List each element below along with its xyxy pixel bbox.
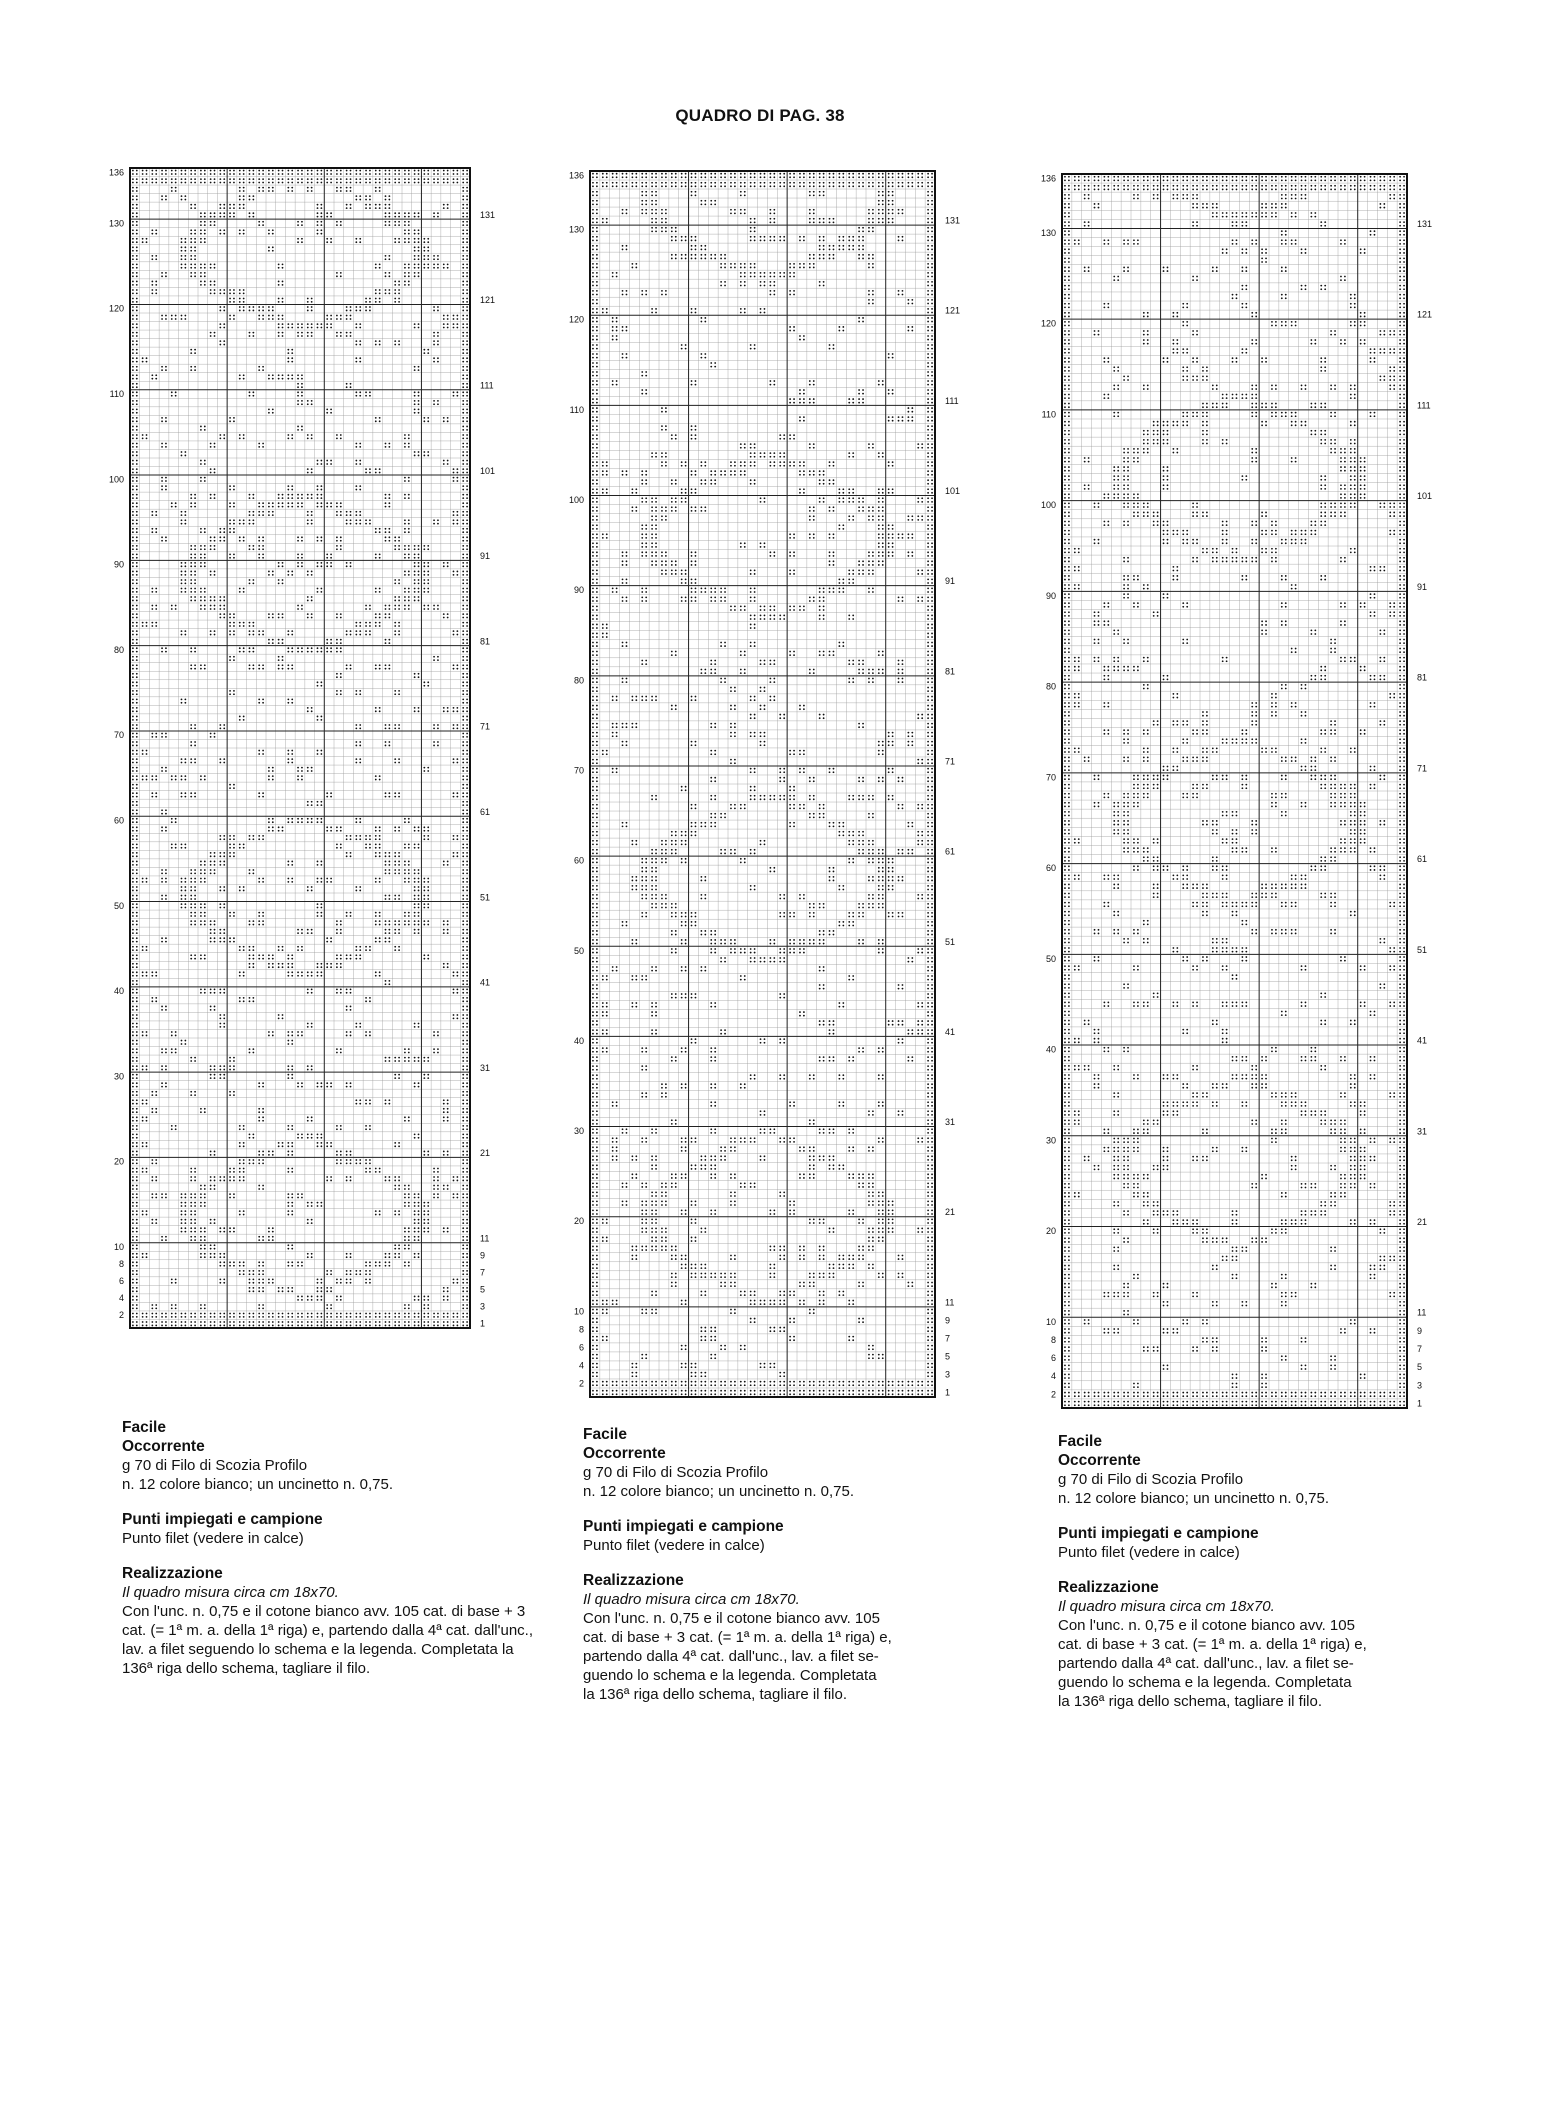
- row-number-left: 90: [573, 585, 584, 596]
- row-number-right: 1: [945, 1387, 951, 1398]
- materials-line: n. 12 colore bianco; un uncinetto n. 0,75.: [122, 1476, 394, 1493]
- method-line: guendo lo schema e la legenda. Completata: [583, 1667, 877, 1684]
- stitches-title: Punti impiegati e campione: [122, 1511, 323, 1528]
- row-number-left: 60: [573, 855, 584, 866]
- row-number-left: 110: [109, 389, 124, 400]
- method-title: Realizzazione: [122, 1565, 223, 1582]
- method-title: Realizzazione: [583, 1572, 684, 1589]
- row-number-right: 91: [480, 551, 491, 562]
- row-number-right: 91: [945, 576, 956, 587]
- chart-grid-lines: [590, 171, 935, 1397]
- row-number-left: 70: [1045, 772, 1056, 783]
- row-number-left: 120: [108, 303, 124, 314]
- row-number-right: 11: [1417, 1307, 1427, 1318]
- row-number-left: 50: [1045, 953, 1056, 964]
- row-number-right: 41: [1417, 1035, 1428, 1046]
- method-line: cat. di base + 3 cat. (= 1ª m. a. della 1ª riga) e,: [583, 1629, 892, 1646]
- row-number-left: 120: [568, 314, 584, 325]
- difficulty-level: Facile: [1058, 1433, 1102, 1450]
- row-number-left: 130: [1040, 227, 1056, 238]
- row-number-right: 51: [480, 892, 491, 903]
- stitches-title: Punti impiegati e campione: [1058, 1525, 1259, 1542]
- row-number-right: 61: [480, 806, 491, 817]
- row-number-right: 71: [945, 756, 956, 767]
- row-number-right: 1: [1417, 1398, 1423, 1409]
- row-number-right: 101: [945, 486, 961, 497]
- method-line: la 136ª riga dello schema, tagliare il filo.: [1058, 1693, 1323, 1710]
- row-number-right: 131: [480, 209, 496, 220]
- row-number-left: 20: [113, 1156, 124, 1167]
- row-number-right: 61: [945, 846, 956, 857]
- row-number-left: 2: [1050, 1389, 1056, 1400]
- row-number-right: 111: [1417, 400, 1431, 411]
- chart-grid-lines: [1062, 174, 1407, 1408]
- row-number-right: 71: [1417, 763, 1428, 774]
- row-number-left: 30: [1045, 1135, 1056, 1146]
- row-number-left: 70: [113, 730, 124, 741]
- row-number-left: 136: [568, 170, 584, 181]
- materials-line: n. 12 colore bianco; un uncinetto n. 0,75.: [1058, 1490, 1330, 1507]
- materials-line: g 70 di Filo di Scozia Profilo: [122, 1457, 308, 1474]
- page-title: QUADRO DI PAG. 38: [675, 106, 845, 125]
- row-number-right: 21: [480, 1148, 491, 1159]
- row-number-left: 20: [1045, 1226, 1056, 1237]
- row-number-right: 9: [1417, 1325, 1423, 1336]
- row-number-left: 80: [573, 675, 584, 686]
- row-number-right: 111: [945, 395, 959, 406]
- method-line: Con l'unc. n. 0,75 e il cotone bianco avv. 105: [1058, 1617, 1355, 1634]
- row-number-right: 31: [945, 1117, 956, 1128]
- row-number-left: 110: [569, 404, 584, 415]
- row-number-left: 110: [1041, 409, 1056, 420]
- row-number-left: 10: [113, 1241, 124, 1252]
- row-number-right: 51: [945, 936, 956, 947]
- row-number-left: 8: [118, 1259, 124, 1270]
- row-number-right: 3: [480, 1301, 486, 1312]
- method-title: Realizzazione: [1058, 1579, 1159, 1596]
- row-number-right: 5: [945, 1351, 951, 1362]
- row-number-left: 90: [113, 559, 124, 570]
- materials-title: Occorrente: [1058, 1452, 1141, 1469]
- row-number-right: 3: [1417, 1380, 1423, 1391]
- row-number-right: 121: [945, 305, 961, 316]
- method-line: guendo lo schema e la legenda. Completata: [1058, 1674, 1352, 1691]
- row-number-left: 2: [578, 1378, 584, 1389]
- row-number-right: 31: [1417, 1126, 1428, 1137]
- chart-grid-svg: [550, 163, 960, 1409]
- row-number-right: 7: [1417, 1344, 1423, 1355]
- row-number-left: 20: [573, 1216, 584, 1227]
- method-line: la 136ª riga dello schema, tagliare il filo.: [583, 1686, 848, 1703]
- row-number-right: 121: [480, 295, 496, 306]
- difficulty-level: Facile: [583, 1426, 627, 1443]
- method-line: 136ª riga dello schema, tagliare il filo.: [122, 1660, 371, 1677]
- row-number-left: 8: [578, 1324, 584, 1335]
- materials-line: g 70 di Filo di Scozia Profilo: [1058, 1471, 1244, 1488]
- materials-title: Occorrente: [122, 1438, 205, 1455]
- method-size: Il quadro misura circa cm 18x70.: [583, 1591, 800, 1608]
- chart-grid-lines: [130, 168, 470, 1328]
- method-line: Con l'unc. n. 0,75 e il cotone bianco avv. 105: [583, 1610, 880, 1627]
- materials-title: Occorrente: [583, 1445, 666, 1462]
- row-number-left: 100: [568, 495, 584, 506]
- filet-chart-3: [1022, 166, 1432, 1418]
- method-line: partendo dalla 4ª cat. dall'unc., lav. a filet se-: [1058, 1655, 1354, 1672]
- row-number-left: 60: [1045, 863, 1056, 874]
- row-number-right: 81: [945, 666, 956, 677]
- row-number-left: 40: [573, 1035, 584, 1046]
- row-number-left: 8: [1050, 1334, 1056, 1345]
- row-number-right: 101: [480, 465, 496, 476]
- instructions-block-2: [583, 1425, 923, 1704]
- row-number-right: 111: [480, 380, 494, 391]
- row-number-left: 30: [113, 1071, 124, 1082]
- row-number-right: 7: [480, 1267, 486, 1278]
- materials-line: n. 12 colore bianco; un uncinetto n. 0,75.: [583, 1483, 855, 1500]
- row-number-left: 30: [573, 1126, 584, 1137]
- method-line: cat. (= 1ª m. a. della 1ª riga) e, partendo dalla 4ª cat. dall'unc.,: [122, 1622, 533, 1639]
- row-number-right: 71: [480, 721, 491, 732]
- stitches-text: Punto filet (vedere in calce): [583, 1537, 765, 1554]
- row-number-left: 130: [108, 218, 124, 229]
- row-number-left: 40: [113, 986, 124, 997]
- chart-grid-svg: [1022, 166, 1432, 1418]
- chart-grid-svg: [90, 160, 500, 1340]
- row-number-left: 6: [578, 1342, 584, 1353]
- filet-chart-2: [550, 163, 960, 1409]
- row-number-left: 100: [1040, 500, 1056, 511]
- row-number-right: 5: [480, 1284, 486, 1295]
- row-number-left: 40: [1045, 1044, 1056, 1055]
- row-number-left: 10: [1045, 1316, 1056, 1327]
- row-number-right: 41: [480, 977, 491, 988]
- row-number-right: 81: [1417, 672, 1428, 683]
- row-number-left: 10: [573, 1306, 584, 1317]
- row-number-left: 4: [578, 1360, 584, 1371]
- row-number-left: 6: [1050, 1353, 1056, 1364]
- row-number-left: 80: [113, 644, 124, 655]
- instructions-block-1: [122, 1418, 567, 1678]
- row-number-right: 121: [1417, 309, 1433, 320]
- row-number-right: 31: [480, 1062, 491, 1073]
- row-number-left: 60: [113, 815, 124, 826]
- row-number-left: 130: [568, 224, 584, 235]
- row-number-right: 131: [945, 215, 961, 226]
- row-number-left: 50: [113, 900, 124, 911]
- row-number-left: 120: [1040, 318, 1056, 329]
- row-number-right: 5: [1417, 1362, 1423, 1373]
- row-number-left: 80: [1045, 681, 1056, 692]
- row-number-right: 81: [480, 636, 491, 647]
- row-number-left: 2: [118, 1310, 124, 1321]
- row-number-right: 11: [945, 1297, 955, 1308]
- row-number-left: 4: [1050, 1371, 1056, 1382]
- row-number-right: 11: [480, 1233, 490, 1244]
- row-number-right: 1: [480, 1318, 486, 1329]
- row-number-left: 6: [118, 1276, 124, 1287]
- row-number-right: 21: [1417, 1216, 1428, 1227]
- row-number-right: 131: [1417, 218, 1433, 229]
- method-size: Il quadro misura circa cm 18x70.: [1058, 1598, 1275, 1615]
- row-number-right: 9: [480, 1250, 486, 1261]
- row-number-right: 91: [1417, 581, 1428, 592]
- instructions-block-3: [1058, 1432, 1398, 1711]
- row-number-right: 41: [945, 1026, 956, 1037]
- row-number-left: 50: [573, 945, 584, 956]
- stitches-text: Punto filet (vedere in calce): [122, 1530, 304, 1547]
- method-line: lav. a filet seguendo lo schema e la legenda. Completata la: [122, 1641, 514, 1658]
- row-number-left: 136: [1040, 173, 1056, 184]
- stitches-title: Punti impiegati e campione: [583, 1518, 784, 1535]
- row-number-left: 70: [573, 765, 584, 776]
- row-number-right: 21: [945, 1207, 956, 1218]
- row-number-right: 61: [1417, 854, 1428, 865]
- row-number-left: 100: [108, 474, 124, 485]
- row-number-right: 9: [945, 1315, 951, 1326]
- method-line: Con l'unc. n. 0,75 e il cotone bianco avv. 105 cat. di base + 3: [122, 1603, 526, 1620]
- difficulty-level: Facile: [122, 1419, 166, 1436]
- row-number-right: 101: [1417, 491, 1433, 502]
- row-number-right: 51: [1417, 944, 1428, 955]
- row-number-left: 4: [118, 1293, 124, 1304]
- row-number-right: 7: [945, 1333, 951, 1344]
- filet-chart-1: [90, 160, 500, 1340]
- method-line: partendo dalla 4ª cat. dall'unc., lav. a filet se-: [583, 1648, 879, 1665]
- materials-line: g 70 di Filo di Scozia Profilo: [583, 1464, 769, 1481]
- row-number-left: 136: [108, 167, 124, 178]
- stitches-text: Punto filet (vedere in calce): [1058, 1544, 1240, 1561]
- method-line: cat. di base + 3 cat. (= 1ª m. a. della 1ª riga) e,: [1058, 1636, 1367, 1653]
- method-size: Il quadro misura circa cm 18x70.: [122, 1584, 339, 1601]
- row-number-left: 90: [1045, 590, 1056, 601]
- row-number-right: 3: [945, 1369, 951, 1380]
